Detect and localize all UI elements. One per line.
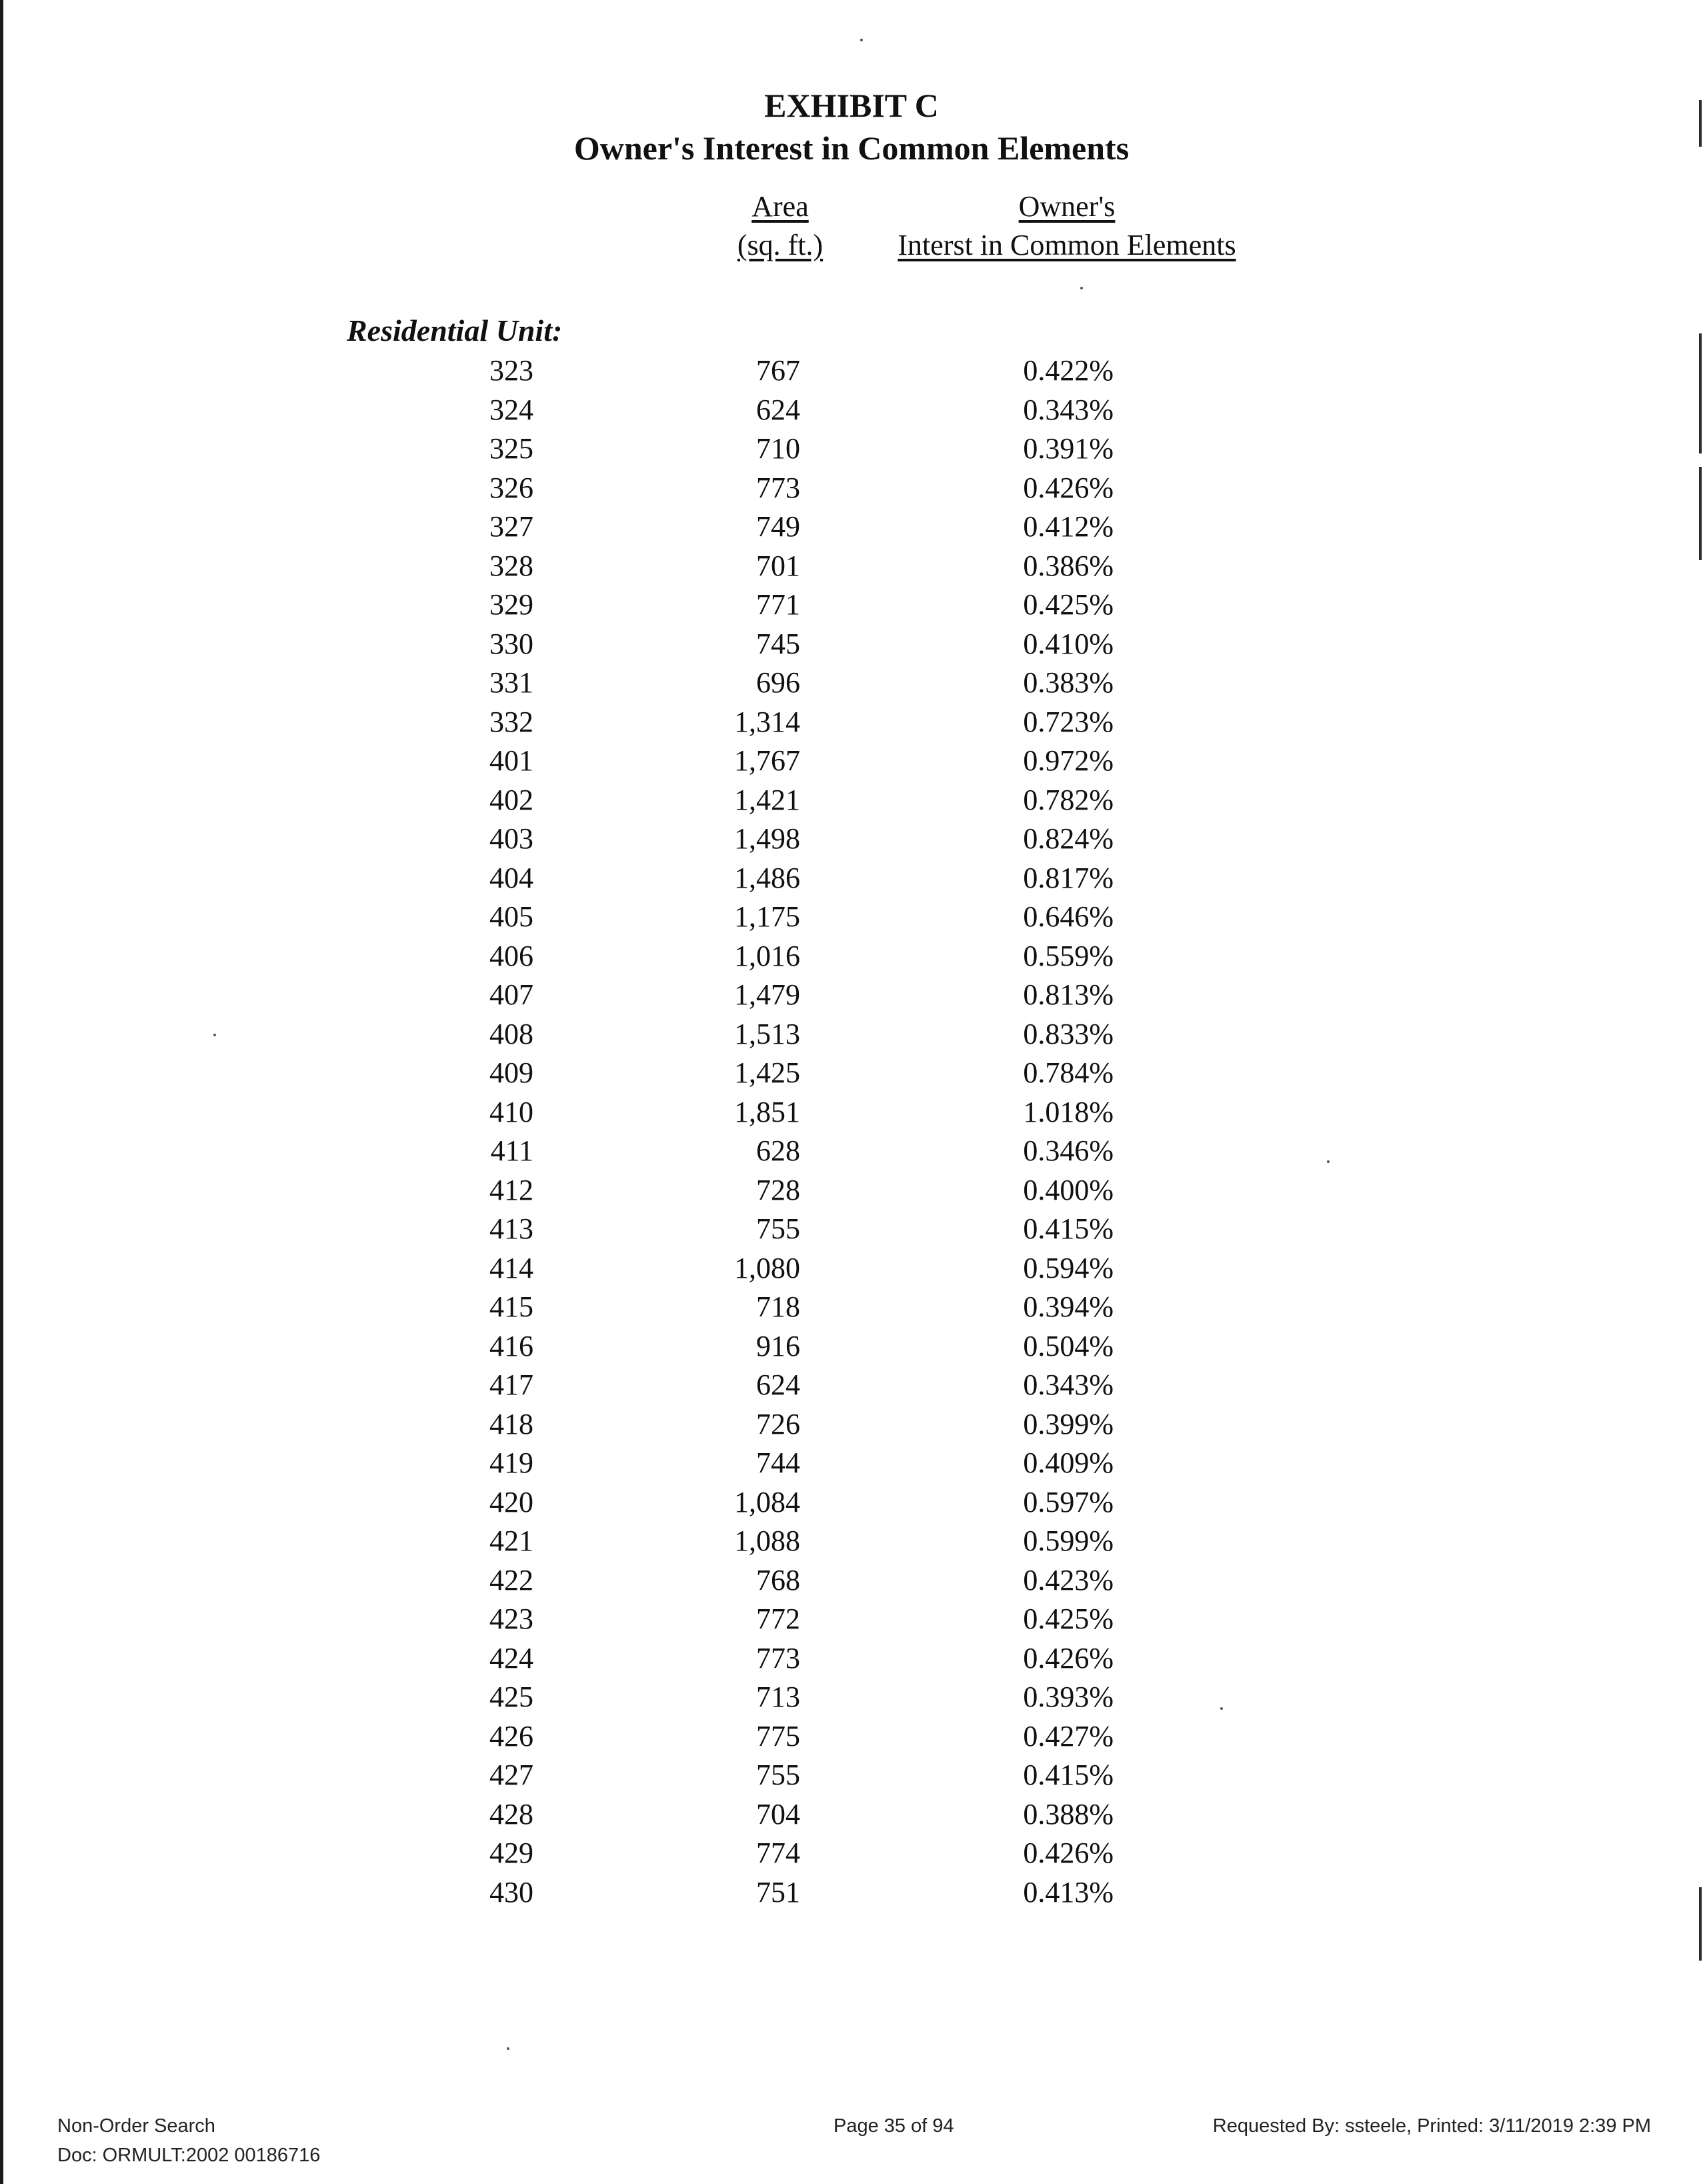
unit-interest-percent: 0.400% xyxy=(1023,1173,1114,1206)
unit-number: 418 xyxy=(489,1407,533,1440)
unit-interest-percent: 0.813% xyxy=(1023,978,1114,1011)
area-header-line1: Area xyxy=(751,190,809,223)
unit-interest-percent: 0.413% xyxy=(1023,1875,1114,1909)
unit-interest-percent: 0.426% xyxy=(1023,1641,1114,1675)
unit-area: 1,498 xyxy=(734,822,800,855)
table-row xyxy=(0,1405,1703,1444)
interest-table xyxy=(0,351,1703,1912)
exhibit-subtitle: Owner's Interest in Common Elements xyxy=(573,129,1130,167)
interest-header-line1: Owner's xyxy=(1018,190,1116,223)
unit-number: 402 xyxy=(489,783,533,816)
table-row xyxy=(0,1639,1703,1679)
unit-number: 421 xyxy=(489,1524,533,1557)
unit-number: 323 xyxy=(489,354,533,387)
unit-interest-percent: 0.425% xyxy=(1023,588,1114,621)
unit-interest-percent: 0.597% xyxy=(1023,1485,1114,1518)
unit-area: 1,479 xyxy=(734,978,800,1011)
footer-search-type: Non-Order Search xyxy=(57,2115,215,2137)
unit-interest-percent: 0.817% xyxy=(1023,861,1114,894)
unit-area: 767 xyxy=(756,354,800,387)
unit-number: 426 xyxy=(489,1719,533,1753)
table-row xyxy=(0,1132,1703,1171)
unit-number: 423 xyxy=(489,1602,533,1635)
table-row xyxy=(0,351,1703,391)
unit-interest-percent: 0.383% xyxy=(1023,666,1114,699)
unit-interest-percent: 0.412% xyxy=(1023,510,1114,543)
unit-area: 751 xyxy=(756,1875,800,1909)
scan-speck xyxy=(507,2047,509,2050)
table-row xyxy=(0,781,1703,820)
unit-interest-percent: 0.782% xyxy=(1023,783,1114,816)
table-row xyxy=(0,1561,1703,1600)
unit-area: 1,080 xyxy=(734,1251,800,1284)
unit-interest-percent: 0.559% xyxy=(1023,939,1114,972)
section-label-residential-unit: Residential Unit: xyxy=(347,313,563,347)
unit-interest-percent: 0.343% xyxy=(1023,393,1114,426)
unit-area: 704 xyxy=(756,1797,800,1831)
unit-number: 330 xyxy=(489,627,533,660)
unit-number: 425 xyxy=(489,1681,533,1713)
unit-interest-percent: 0.393% xyxy=(1023,1681,1114,1713)
unit-number: 428 xyxy=(489,1797,533,1831)
unit-number: 408 xyxy=(489,1017,533,1050)
unit-interest-percent: 0.427% xyxy=(1023,1719,1114,1753)
unit-area: 1,486 xyxy=(734,861,800,894)
table-row xyxy=(0,937,1703,976)
unit-number: 404 xyxy=(489,861,533,894)
table-row xyxy=(0,898,1703,937)
table-row xyxy=(0,391,1703,430)
unit-area: 1,314 xyxy=(734,705,800,738)
table-row xyxy=(0,1873,1703,1913)
unit-number: 414 xyxy=(489,1251,533,1284)
footer-doc-id: Doc: ORMULT:2002 00186716 xyxy=(57,2145,321,2166)
table-row xyxy=(0,1717,1703,1757)
unit-area: 768 xyxy=(756,1563,800,1596)
unit-area: 774 xyxy=(756,1837,800,1869)
unit-number: 403 xyxy=(489,822,533,855)
unit-interest-percent: 0.346% xyxy=(1023,1134,1114,1167)
unit-area: 713 xyxy=(756,1681,800,1713)
unit-area: 1,175 xyxy=(734,900,800,933)
unit-area: 1,088 xyxy=(734,1524,800,1557)
table-row xyxy=(0,1093,1703,1132)
unit-interest-percent: 0.410% xyxy=(1023,627,1114,660)
table-row xyxy=(0,703,1703,742)
unit-number: 329 xyxy=(489,588,533,621)
table-row xyxy=(0,1522,1703,1561)
unit-interest-percent: 0.415% xyxy=(1023,1212,1114,1245)
unit-area: 696 xyxy=(756,666,800,699)
unit-interest-percent: 1.018% xyxy=(1023,1095,1114,1128)
footer-page-number: Page 35 of 94 xyxy=(833,2115,954,2137)
table-row xyxy=(0,859,1703,898)
table-row xyxy=(0,1015,1703,1054)
unit-area: 755 xyxy=(756,1759,800,1791)
unit-number: 324 xyxy=(489,393,533,426)
unit-interest-percent: 0.426% xyxy=(1023,471,1114,504)
unit-number: 405 xyxy=(489,900,533,933)
table-row xyxy=(0,1054,1703,1093)
unit-interest-percent: 0.646% xyxy=(1023,900,1114,933)
unit-interest-percent: 0.599% xyxy=(1023,1524,1114,1557)
unit-interest-percent: 0.394% xyxy=(1023,1290,1114,1323)
unit-interest-percent: 0.833% xyxy=(1023,1017,1114,1050)
unit-number: 419 xyxy=(489,1446,533,1479)
unit-area: 755 xyxy=(756,1212,800,1245)
unit-interest-percent: 0.784% xyxy=(1023,1056,1114,1089)
unit-area: 1,016 xyxy=(734,939,800,972)
unit-area: 701 xyxy=(756,549,800,582)
unit-area: 916 xyxy=(756,1329,800,1362)
unit-number: 332 xyxy=(489,705,533,738)
unit-area: 718 xyxy=(756,1290,800,1323)
table-row xyxy=(0,1249,1703,1288)
unit-area: 710 xyxy=(756,432,800,465)
unit-area: 624 xyxy=(756,1368,800,1401)
unit-area: 773 xyxy=(756,471,800,504)
unit-number: 407 xyxy=(489,978,533,1011)
unit-area: 624 xyxy=(756,393,800,426)
table-row xyxy=(0,664,1703,703)
unit-area: 744 xyxy=(756,1446,800,1479)
unit-number: 401 xyxy=(489,744,533,777)
unit-number: 327 xyxy=(489,510,533,543)
unit-number: 415 xyxy=(489,1290,533,1323)
table-row xyxy=(0,1210,1703,1249)
unit-number: 412 xyxy=(489,1173,533,1206)
table-row xyxy=(0,1288,1703,1327)
unit-interest-percent: 0.423% xyxy=(1023,1563,1114,1596)
unit-interest-percent: 0.426% xyxy=(1023,1837,1114,1869)
unit-number: 427 xyxy=(489,1759,533,1791)
unit-number: 430 xyxy=(489,1875,533,1909)
unit-area: 1,425 xyxy=(734,1056,800,1089)
unit-number: 417 xyxy=(489,1368,533,1401)
unit-number: 326 xyxy=(489,471,533,504)
unit-number: 406 xyxy=(489,939,533,972)
exhibit-title: EXHIBIT C xyxy=(764,87,939,124)
unit-area: 1,767 xyxy=(734,744,800,777)
unit-interest-percent: 0.399% xyxy=(1023,1407,1114,1440)
unit-number: 420 xyxy=(489,1485,533,1518)
unit-number: 325 xyxy=(489,432,533,465)
unit-area: 726 xyxy=(756,1407,800,1440)
table-row xyxy=(0,1756,1703,1795)
unit-area: 749 xyxy=(756,510,800,543)
unit-area: 728 xyxy=(756,1173,800,1206)
unit-area: 1,851 xyxy=(734,1095,800,1128)
table-row xyxy=(0,1678,1703,1717)
unit-number: 331 xyxy=(489,666,533,699)
table-row xyxy=(0,1171,1703,1210)
unit-interest-percent: 0.422% xyxy=(1023,354,1114,387)
unit-interest-percent: 0.415% xyxy=(1023,1759,1114,1791)
unit-number: 429 xyxy=(489,1837,533,1869)
interest-header-line2: Interst in Common Elements xyxy=(898,229,1236,261)
unit-area: 1,513 xyxy=(734,1017,800,1050)
table-row xyxy=(0,507,1703,547)
unit-interest-percent: 0.391% xyxy=(1023,432,1114,465)
unit-area: 771 xyxy=(756,588,800,621)
scan-speck xyxy=(1080,287,1083,289)
unit-area: 773 xyxy=(756,1641,800,1675)
table-row xyxy=(0,429,1703,469)
footer-requested-by: Requested By: ssteele, Printed: 3/11/2019 2:39 PM xyxy=(1212,2115,1651,2137)
unit-area: 775 xyxy=(756,1719,800,1753)
table-row xyxy=(0,469,1703,508)
unit-area: 745 xyxy=(756,627,800,660)
unit-number: 424 xyxy=(489,1641,533,1675)
unit-number: 410 xyxy=(489,1095,533,1128)
table-row xyxy=(0,1366,1703,1405)
unit-number: 411 xyxy=(490,1134,533,1167)
table-row xyxy=(0,742,1703,781)
unit-number: 413 xyxy=(489,1212,533,1245)
unit-interest-percent: 0.409% xyxy=(1023,1446,1114,1479)
unit-interest-percent: 0.824% xyxy=(1023,822,1114,855)
unit-interest-percent: 0.425% xyxy=(1023,1602,1114,1635)
unit-area: 628 xyxy=(756,1134,800,1167)
table-row xyxy=(0,1444,1703,1483)
table-row xyxy=(0,1600,1703,1639)
table-row xyxy=(0,820,1703,859)
unit-area: 1,421 xyxy=(734,783,800,816)
table-row xyxy=(0,625,1703,664)
unit-interest-percent: 0.723% xyxy=(1023,705,1114,738)
unit-interest-percent: 0.388% xyxy=(1023,1797,1114,1831)
table-row xyxy=(0,1834,1703,1873)
table-row xyxy=(0,976,1703,1015)
unit-interest-percent: 0.343% xyxy=(1023,1368,1114,1401)
table-row xyxy=(0,1795,1703,1835)
unit-interest-percent: 0.594% xyxy=(1023,1251,1114,1284)
table-row xyxy=(0,586,1703,625)
unit-interest-percent: 0.504% xyxy=(1023,1329,1114,1362)
unit-interest-percent: 0.386% xyxy=(1023,549,1114,582)
unit-number: 328 xyxy=(489,549,533,582)
unit-area: 772 xyxy=(756,1602,800,1635)
unit-number: 416 xyxy=(489,1329,533,1362)
table-row xyxy=(0,1327,1703,1366)
unit-number: 422 xyxy=(489,1563,533,1596)
unit-area: 1,084 xyxy=(734,1485,800,1518)
table-row xyxy=(0,547,1703,586)
unit-number: 409 xyxy=(489,1056,533,1089)
area-header-line2: (sq. ft.) xyxy=(737,229,823,261)
unit-interest-percent: 0.972% xyxy=(1023,744,1114,777)
scan-speck xyxy=(860,39,863,41)
table-row xyxy=(0,1483,1703,1522)
